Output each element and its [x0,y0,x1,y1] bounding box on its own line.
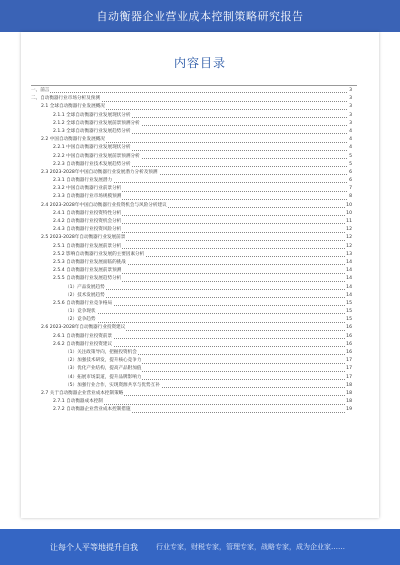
toc-page-number: 10 [345,202,352,210]
toc-entry-text: 2.2.1 中国自动衡器行业发展现状分析 [53,144,131,152]
toc-page-number: 18 [345,390,352,398]
toc-entry-text: 2.3 2023-2028年中国自动衡器行业发展潜力分析及预测 [41,169,159,177]
toc-page-number: 12 [345,234,352,242]
toc-leader-dots [33,92,351,93]
toc-page-number: 12 [345,226,352,234]
toc-leader-dots [67,313,351,314]
toc-entry-text: 2.7 关于自动衡器企业营业成本控制策略 [41,390,124,398]
toc-entry-text: 一、前言 [31,87,50,95]
toc-entry-text: 2.4.1 自动衡器行业投资特性分析 [53,210,122,218]
toc-entry[interactable] [21,161,379,169]
toc-entry[interactable] [21,357,379,365]
toc-entry[interactable] [21,153,379,161]
toc-page-number: 4 [348,128,352,136]
toc-entry-text: 2.1 全球自动衡器行业发展概况 [41,103,106,111]
toc-entry-text: 2.6.2 自动衡器行业投资建议 [53,341,113,349]
toc-page-number: 3 [348,95,352,103]
toc-entry[interactable] [21,275,379,283]
toc-entry[interactable] [21,341,379,349]
toc-page-number: 14 [345,259,352,267]
toc-entry-text: 2.6.1 自动衡器行业投资前景 [53,333,113,341]
toc-page-number: 12 [345,243,352,251]
toc-entry[interactable] [21,210,379,218]
toc-page-number: 14 [345,284,352,292]
toc-entry-text: （2）技术发展趋势 [65,292,106,300]
toc-entry[interactable] [21,243,379,251]
toc-divider [31,85,357,86]
toc-entry-text: 2.5.1 自动衡器行业发展前景分析 [53,243,122,251]
report-title: 自动衡器企业营业成本控制策略研究报告 [96,10,304,23]
toc-entry[interactable] [21,349,379,357]
toc-page-number: 3 [348,112,352,120]
toc-entry[interactable] [21,112,379,120]
toc-entry-text: （1）关注政策导向，把握投资机会 [65,349,138,357]
toc-entry-text: （3）优化产业结构，提高产品附加值 [65,365,142,373]
toc-entry[interactable] [21,300,379,308]
footer-slogan: 让每个人平等地提升自我 [50,542,138,552]
toc-page-number: 14 [345,292,352,300]
toc-page-number: 16 [345,349,352,357]
toc-page-number: 3 [348,103,352,111]
toc-entry-text: 2.3.2 中国自动衡器行业前景分析 [53,185,122,193]
toc-entry-text: 2.2.3 自动衡器行业技术发展趋势分析 [53,161,131,169]
toc-page-number: 17 [345,374,352,382]
toc-page-number: 6 [348,169,352,177]
toc-entry[interactable] [21,406,379,414]
toc-leader-dots [67,289,351,290]
toc-entry[interactable] [21,144,379,152]
toc-page-number: 15 [345,316,352,324]
toc-entry-text: （2）加强技术研发，提升核心竞争力 [65,357,142,365]
toc-entry[interactable] [21,136,379,144]
toc-entry-text: （2）竞争趋势 [65,316,97,324]
toc-leader-dots [67,297,351,298]
toc-page-number: 4 [348,144,352,152]
toc-entry[interactable] [21,202,379,210]
toc-page-number: 15 [345,308,352,316]
toc-entry[interactable] [21,324,379,332]
toc-page-number: 6 [348,177,352,185]
toc-page-number: 18 [345,382,352,390]
toc-page-number: 16 [345,341,352,349]
toc-entry[interactable] [21,374,379,382]
toc-page-number: 18 [345,398,352,406]
toc-entry[interactable] [21,218,379,226]
toc-entry-text: 2.5.6 自动衡器行业竞争格局 [53,300,113,308]
toc-entry-text: 2.7.1 自动衡器成本控制 [53,398,104,406]
toc-entry[interactable] [21,234,379,242]
toc-entry[interactable] [21,185,379,193]
toc-entry[interactable] [21,120,379,128]
toc-entry-text: 2.6 2023-2028年自动衡器行业投资建议 [41,324,126,332]
toc-entry-text: 2.7.2 自动衡器企业营业成本控制措施 [53,406,131,414]
toc-entry-text: 2.5.2 影响自动衡器行业发展的主要因素分析 [53,251,145,259]
toc-entry-text: 2.1.3 全球自动衡器行业发展趋势分析 [53,128,131,136]
toc-entry[interactable] [21,284,379,292]
toc-entry[interactable] [21,308,379,316]
toc-entry-text: 2.5 2023-2028年自动衡器行业发展前景 [41,234,126,242]
table-of-contents [21,87,379,415]
toc-page-number: 8 [348,193,352,201]
toc-page-number: 17 [345,357,352,365]
toc-page-number: 5 [348,153,352,161]
toc-page-number: 7 [348,185,352,193]
toc-entry-text: 2.5.4 自动衡器行业发展前景预测 [53,267,122,275]
toc-entry-text: （5）加强行业合作，实现资源共享与优势互补 [65,382,161,390]
toc-entry-text: 2.3.1 自动衡器行业发展潜力 [53,177,113,185]
toc-entry[interactable] [21,333,379,341]
footer-tagline: 行业专家，财税专家，管理专家，战略专家，成为企业家…… [156,543,345,551]
toc-entry[interactable] [21,316,379,324]
toc-page-number: 13 [345,251,352,259]
toc-entry-text: 2.3.3 自动衡器行业市场规模预测 [53,193,122,201]
toc-entry[interactable] [21,169,379,177]
toc-entry[interactable] [21,398,379,406]
toc-leader-dots [67,322,351,323]
toc-page-number: 11 [345,218,352,226]
toc-entry[interactable] [21,95,379,103]
toc-entry-text: （1）竞争现状 [65,308,97,316]
toc-entry[interactable] [21,292,379,300]
toc-entry-text: 2.2 中国自动衡器行业发展概况 [41,136,106,144]
toc-entry[interactable] [21,226,379,234]
toc-page-number: 10 [345,210,352,218]
header-banner [0,0,400,32]
toc-entry-text: 2.4 2023-2028年中国自动衡器行业投资机会与风险分析建议 [41,202,168,210]
toc-page-number: 3 [348,120,352,128]
toc-page-number: 15 [345,300,352,308]
toc-entry[interactable] [21,103,379,111]
toc-entry-text: 2.1.1 全球自动衡器行业发展现状分析 [53,112,131,120]
toc-entry-text: 2.1.2 全球自动衡器行业发展前景预测分析 [53,120,141,128]
toc-page-number: 3 [348,87,352,95]
toc-entry[interactable] [21,251,379,259]
toc-entry-text: 二、自动衡器行业市场分析及预测 [31,95,101,103]
toc-entry[interactable] [21,259,379,267]
toc-entry[interactable] [21,390,379,398]
toc-entry[interactable] [21,128,379,136]
toc-entry[interactable] [21,87,379,95]
toc-entry-text: 2.4.3 自动衡器行业投资风险分析 [53,226,122,234]
toc-entry[interactable] [21,267,379,275]
toc-entry[interactable] [21,382,379,390]
toc-entry-text: 2.2.2 中国自动衡器行业发展前景预测分析 [53,153,141,161]
toc-entry[interactable] [21,193,379,201]
toc-entry[interactable] [21,365,379,373]
toc-entry-text: 2.5.3 自动衡器行业发展面临的挑战 [53,259,127,267]
toc-page-number: 14 [345,275,352,283]
toc-page-number: 19 [345,406,352,414]
footer-banner [0,529,400,565]
document-page [21,32,379,518]
toc-entry-text: 2.5.5 自动衡器行业发展趋势分析 [53,275,122,283]
toc-entry-text: （1）产品发展趋势 [65,284,106,292]
toc-page-number: 4 [348,136,352,144]
toc-page-number: 14 [345,267,352,275]
toc-entry-text: （4）拓展市场渠道，提升品牌影响力 [65,374,142,382]
toc-entry-text: 2.4.2 自动衡器行业投资机会分析 [53,218,122,226]
toc-page-number: 17 [345,365,352,373]
toc-page-number: 16 [345,324,352,332]
toc-title: 内容目录 [173,56,226,70]
toc-entry[interactable] [21,177,379,185]
toc-page-number: 16 [345,333,352,341]
toc-page-number: 5 [348,161,352,169]
